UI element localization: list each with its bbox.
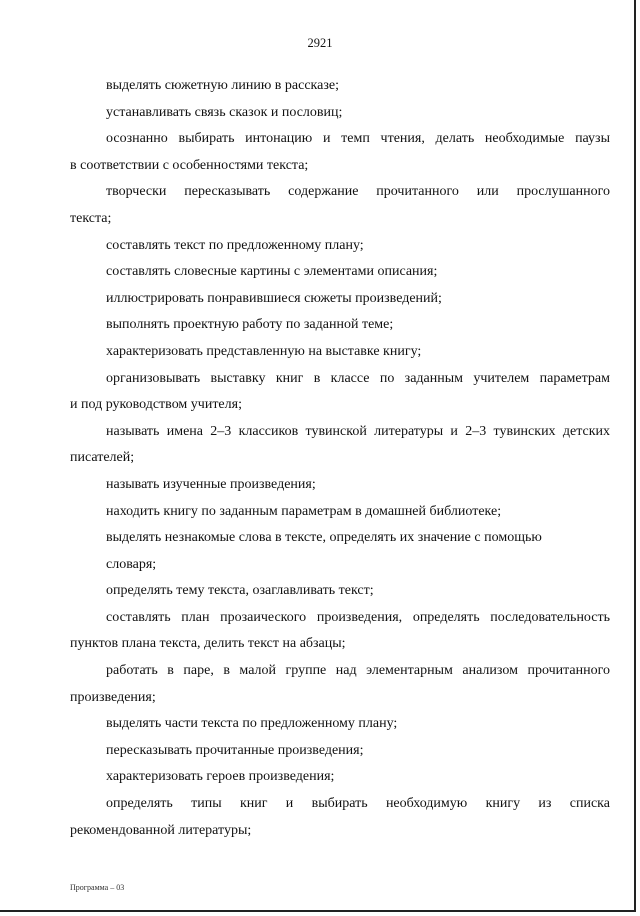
text-line: работать в паре, в малой группе над элементарным анализом прочитанного (106, 663, 610, 679)
text-line: словаря; (106, 556, 157, 572)
text-line: выделять незнакомые слова в тексте, определять их значение с помощью (106, 530, 542, 546)
text-line: характеризовать героев произведения; (106, 769, 335, 785)
page-number: 2921 (307, 36, 333, 50)
text-line: писателей; (70, 450, 135, 466)
text-line: называть имена 2–3 классиков тувинской литературы и 2–3 тувинских детских (106, 423, 610, 439)
text-line: определять тему текста, озаглавливать текст; (106, 583, 374, 599)
text-line: выполнять проектную работу по заданной теме; (106, 317, 394, 333)
text-line: называть изученные произведения; (106, 476, 316, 492)
text-line: и под руководством учителя; (70, 397, 242, 413)
text-line: организовывать выставку книг в классе по заданным учителем параметрам (106, 370, 610, 386)
text-line: в соответствии с особенностями текста; (70, 157, 309, 173)
text-line: характеризовать представленную на выставке книгу; (106, 343, 422, 359)
text-line: рекомендованной литературы; (70, 822, 252, 838)
document-body (70, 73, 610, 844)
text-line: текста; (70, 210, 112, 226)
text-line: устанавливать связь сказок и пословиц; (106, 104, 343, 120)
text-line: определять типы книг и выбирать необходимую книгу из списка (106, 796, 610, 812)
text-line: составлять текст по предложенному плану; (106, 237, 364, 253)
text-line: осознанно выбирать интонацию и темп чтения, делать необходимые паузы (106, 131, 610, 147)
text-line: выделять сюжетную линию в рассказе; (106, 78, 339, 93)
text-line: составлять словесные картины с элементами описания; (106, 264, 438, 280)
text-line: пунктов плана текста, делить текст на абзацы; (70, 636, 346, 652)
text-line: находить книгу по заданным параметрам в домашней библиотеке; (106, 503, 502, 519)
text-line: произведения; (70, 689, 156, 705)
text-line: творчески пересказывать содержание прочитанного или прослушанного (106, 184, 610, 200)
text-line: пересказывать прочитанные произведения; (106, 742, 364, 758)
text-line: составлять план прозаического произведения, определять последовательность (106, 609, 610, 625)
text-line: выделять части текста по предложенному плану; (106, 716, 398, 732)
page-footer: Программа – 03 (70, 883, 125, 892)
text-line: иллюстрировать понравившиеся сюжеты произведений; (106, 290, 442, 306)
